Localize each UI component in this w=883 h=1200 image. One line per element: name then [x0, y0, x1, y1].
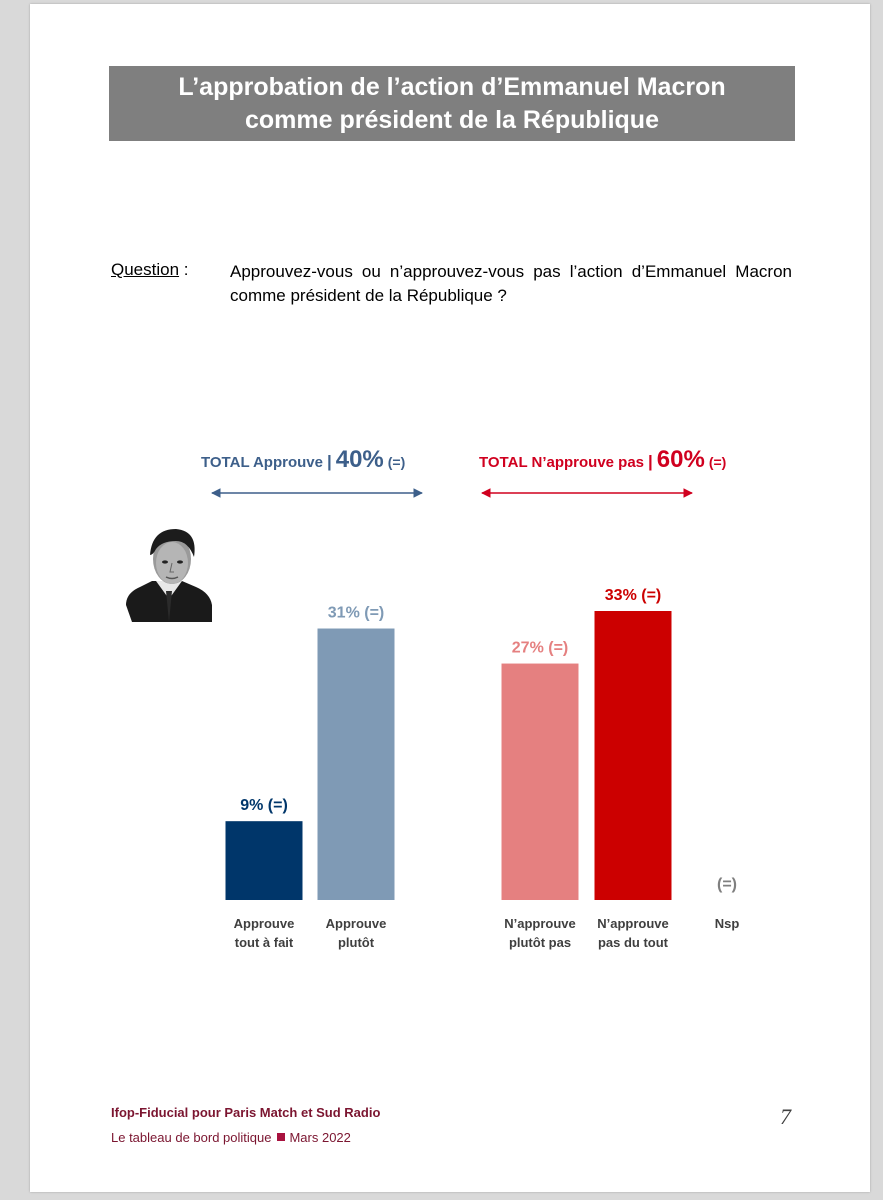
report-page: [30, 4, 870, 1192]
bars-group: [226, 587, 738, 900]
total-disapprove-label: TOTAL N’approuve pas: [479, 454, 645, 471]
bar-value-label-3: 27% (=): [511, 639, 569, 657]
total-disapprove-separator: |: [648, 452, 653, 471]
bar-chart: [30, 4, 870, 1192]
question-colon: :: [179, 260, 189, 279]
total-disapprove-value: 60%: [656, 446, 705, 473]
category-label-line: pas du tout: [597, 935, 669, 950]
bar-3: [502, 664, 579, 900]
category-label-2: [306, 914, 406, 952]
category-label-line: N’approuve: [597, 916, 669, 931]
title-line-2: comme président de la République: [245, 105, 659, 134]
title-line-1: L’approbation de l’action d’Emmanuel Macron: [178, 72, 726, 101]
category-label-line: Nsp: [714, 916, 740, 931]
bar-2: [318, 629, 395, 900]
category-label-line: N’approuve: [504, 916, 576, 931]
total-approve-label: TOTAL Approuve: [201, 454, 323, 471]
bar-value-label-4: 33% (=): [604, 587, 662, 604]
category-label-1: [214, 914, 314, 952]
question-label-text: Question: [111, 260, 180, 279]
total-approve-change: (=): [387, 454, 406, 470]
bar-value-label-2: 31% (=): [327, 604, 385, 622]
bar-4: [595, 611, 672, 900]
bar-value-label-1: 9% (=): [240, 797, 288, 815]
total-disapprove-change: (=): [708, 454, 727, 470]
category-label-line: Approuve: [233, 916, 295, 931]
category-label-5: [677, 914, 777, 933]
footer-series: Le tableau de bord politique: [111, 1130, 272, 1145]
bar-1: [226, 821, 303, 900]
category-label-4: [583, 914, 683, 952]
footer-source: Ifop-Fiducial pour Paris Match et Sud Radio: [111, 1105, 381, 1120]
category-label-line: Approuve: [325, 916, 387, 931]
category-label-line: plutôt pas: [508, 935, 572, 950]
square-bullet-icon: [277, 1133, 285, 1141]
total-approve-separator: |: [326, 452, 332, 471]
bar-value-label-5: (=): [717, 876, 737, 893]
footer-date: Mars 2022: [289, 1130, 351, 1145]
category-label-line: plutôt: [337, 935, 375, 950]
page-number: 7: [780, 1104, 791, 1129]
footer-publication: [111, 1130, 351, 1145]
total-approve-value: 40%: [335, 446, 384, 473]
question-text: Approuvez-vous ou n’approuvez-vous pas l’action d’Emmanuel Macron comme président de la République ?: [230, 262, 792, 305]
category-label-line: tout à fait: [234, 935, 294, 950]
category-label-3: [490, 914, 590, 952]
